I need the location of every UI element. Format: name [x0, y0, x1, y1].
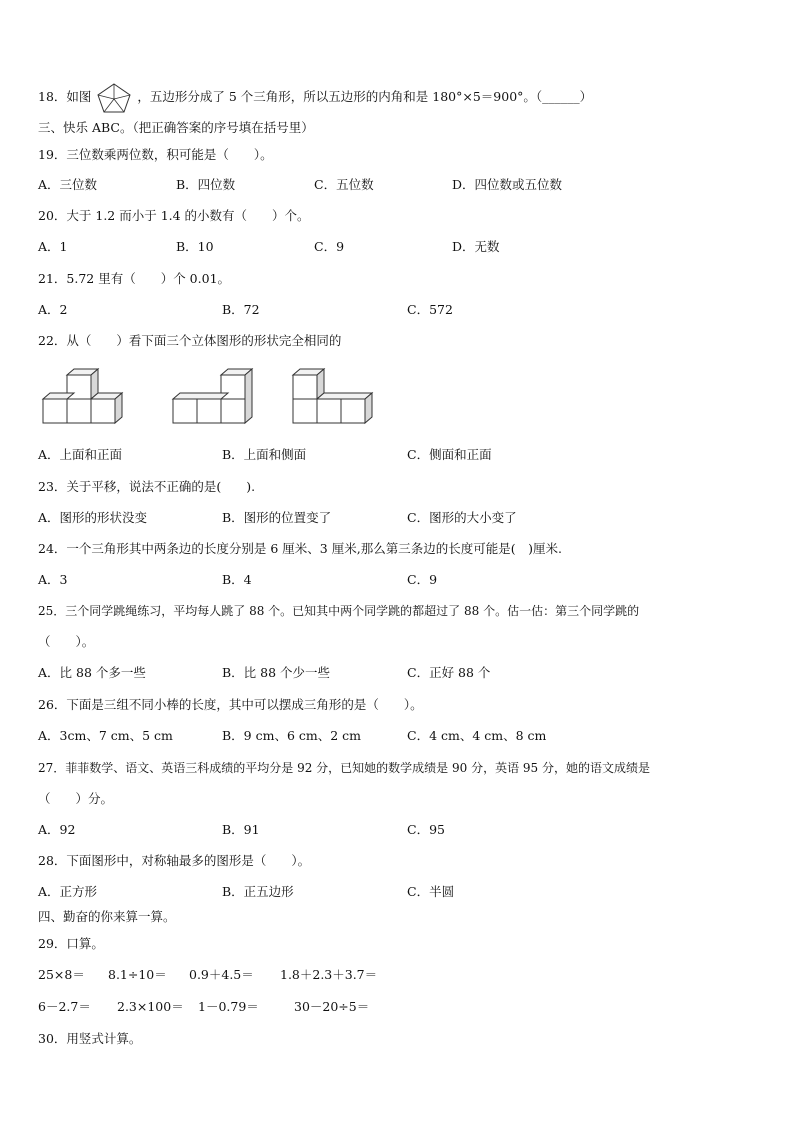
- question-19-option-d: D．四位数或五位数: [452, 177, 563, 192]
- question-22-option-b: B．上面和侧面: [222, 447, 307, 462]
- question-21-option-c: C．572: [407, 302, 453, 317]
- oral-calc-8: 30－20÷5＝: [294, 999, 370, 1014]
- oral-calc-1: 25×8＝: [38, 967, 85, 982]
- question-29-stem: 29．口算。: [38, 936, 104, 951]
- question-22-stem: 22．从（ ）看下面三个立体图形的形状完全相同的: [38, 333, 342, 348]
- question-27-stem-line-1: 27．菲菲数学、语文、英语三科成绩的平均分是 92 分，已知她的数学成绩是 90 分，英语 95 分，她的语文成绩是: [38, 761, 650, 775]
- question-30-stem: 30．用竖式计算。: [38, 1031, 142, 1046]
- question-19-option-b: B．四位数: [176, 177, 236, 192]
- question-23-stem: 23．关于平移，说法不正确的是( ).: [38, 479, 256, 494]
- question-24-option-a: A．3: [38, 572, 68, 587]
- question-27-option-c: C．95: [407, 822, 445, 837]
- oral-calc-2: 8.1÷10＝: [108, 967, 167, 982]
- oral-calc-6: 2.3×100＝: [117, 999, 184, 1014]
- question-20-option-c: C．9: [314, 239, 345, 254]
- question-27-option-b: B．91: [222, 822, 260, 837]
- question-21-stem: 21．5.72 里有（ ）个 0.01。: [38, 271, 231, 286]
- question-23-option-a: A．图形的形状没变: [38, 510, 148, 525]
- question-20-stem: 20．大于 1.2 而小于 1.4 的小数有（ ）个。: [38, 208, 310, 223]
- question-28-option-a: A．正方形: [38, 884, 98, 899]
- question-25-option-a: A．比 88 个多一些: [38, 665, 146, 680]
- question-26-option-c: C．4 cm、4 cm、8 cm: [407, 728, 547, 743]
- question-28-option-b: B．正五边形: [222, 884, 294, 899]
- question-21-option-a: A．2: [38, 302, 68, 317]
- question-19-stem: 19．三位数乘两位数，积可能是（ ）。: [38, 147, 273, 162]
- question-18-suffix: ，五边形分成了 5 个三角形，所以五边形的内角和是 180°×5＝900°。（______）: [137, 89, 593, 104]
- section-3-title: 三、快乐 ABC。（把正确答案的序号填在括号里）: [38, 120, 314, 135]
- question-19-option-c: C．五位数: [314, 177, 374, 192]
- pentagon-triangles-icon: [96, 82, 132, 114]
- question-24-stem: 24．一个三角形其中两条边的长度分别是 6 厘米、3 厘米,那么第三条边的长度可能是( )厘米.: [38, 541, 562, 556]
- cube-figure-1-shapes: [43, 369, 122, 423]
- question-26-option-b: B．9 cm、6 cm、2 cm: [222, 728, 362, 743]
- question-22-option-a: A．上面和正面: [38, 447, 123, 462]
- question-20-option-d: D．无数: [452, 239, 500, 254]
- oral-calc-4: 1.8＋2.3＋3.7＝: [280, 967, 378, 982]
- question-25-stem-line-2: （ ）。: [38, 634, 95, 649]
- question-26-option-a: A．3cm、7 cm、5 cm: [38, 728, 173, 743]
- question-25-stem-line-1: 25．三个同学跳绳练习，平均每人跳了 88 个。已知其中两个同学跳的都超过了 88 个。估一估：第三个同学跳的: [38, 604, 640, 618]
- question-23-option-c: C．图形的大小变了: [407, 510, 517, 525]
- question-18-prefix: 18．如图: [38, 89, 92, 104]
- oral-calc-7: 1－0.79＝: [198, 999, 259, 1014]
- cube-figure-3-shapes: [293, 369, 372, 423]
- cube-figure-2: [170, 368, 262, 430]
- question-26-stem: 26．下面是三组不同小棒的长度，其中可以摆成三角形的是（ ）。: [38, 697, 423, 712]
- section-4-title: 四、勤奋的你来算一算。: [38, 909, 176, 924]
- question-22-option-c: C．侧面和正面: [407, 447, 492, 462]
- question-27-stem-line-2: （ ）分。: [38, 791, 114, 806]
- oral-calc-5: 6－2.7＝: [38, 999, 91, 1014]
- question-23-option-b: B．图形的位置变了: [222, 510, 332, 525]
- question-25-option-c: C．正好 88 个: [407, 665, 491, 680]
- cube-figure-2-shapes: [173, 369, 252, 423]
- question-21-option-b: B．72: [222, 302, 260, 317]
- oral-calc-3: 0.9＋4.5＝: [189, 967, 254, 982]
- cube-figure-1: [40, 368, 130, 430]
- question-20-option-a: A．1: [38, 239, 68, 254]
- cube-figure-3: [290, 368, 380, 430]
- question-27-option-a: A．92: [38, 822, 76, 837]
- question-19-option-a: A．三位数: [38, 177, 98, 192]
- question-24-option-b: B．4: [222, 572, 252, 587]
- question-20-option-b: B．10: [176, 239, 214, 254]
- question-24-option-c: C．9: [407, 572, 438, 587]
- question-25-option-b: B．比 88 个少一些: [222, 665, 331, 680]
- question-28-stem: 28．下面图形中，对称轴最多的图形是（ ）。: [38, 853, 311, 868]
- question-28-option-c: C．半圆: [407, 884, 455, 899]
